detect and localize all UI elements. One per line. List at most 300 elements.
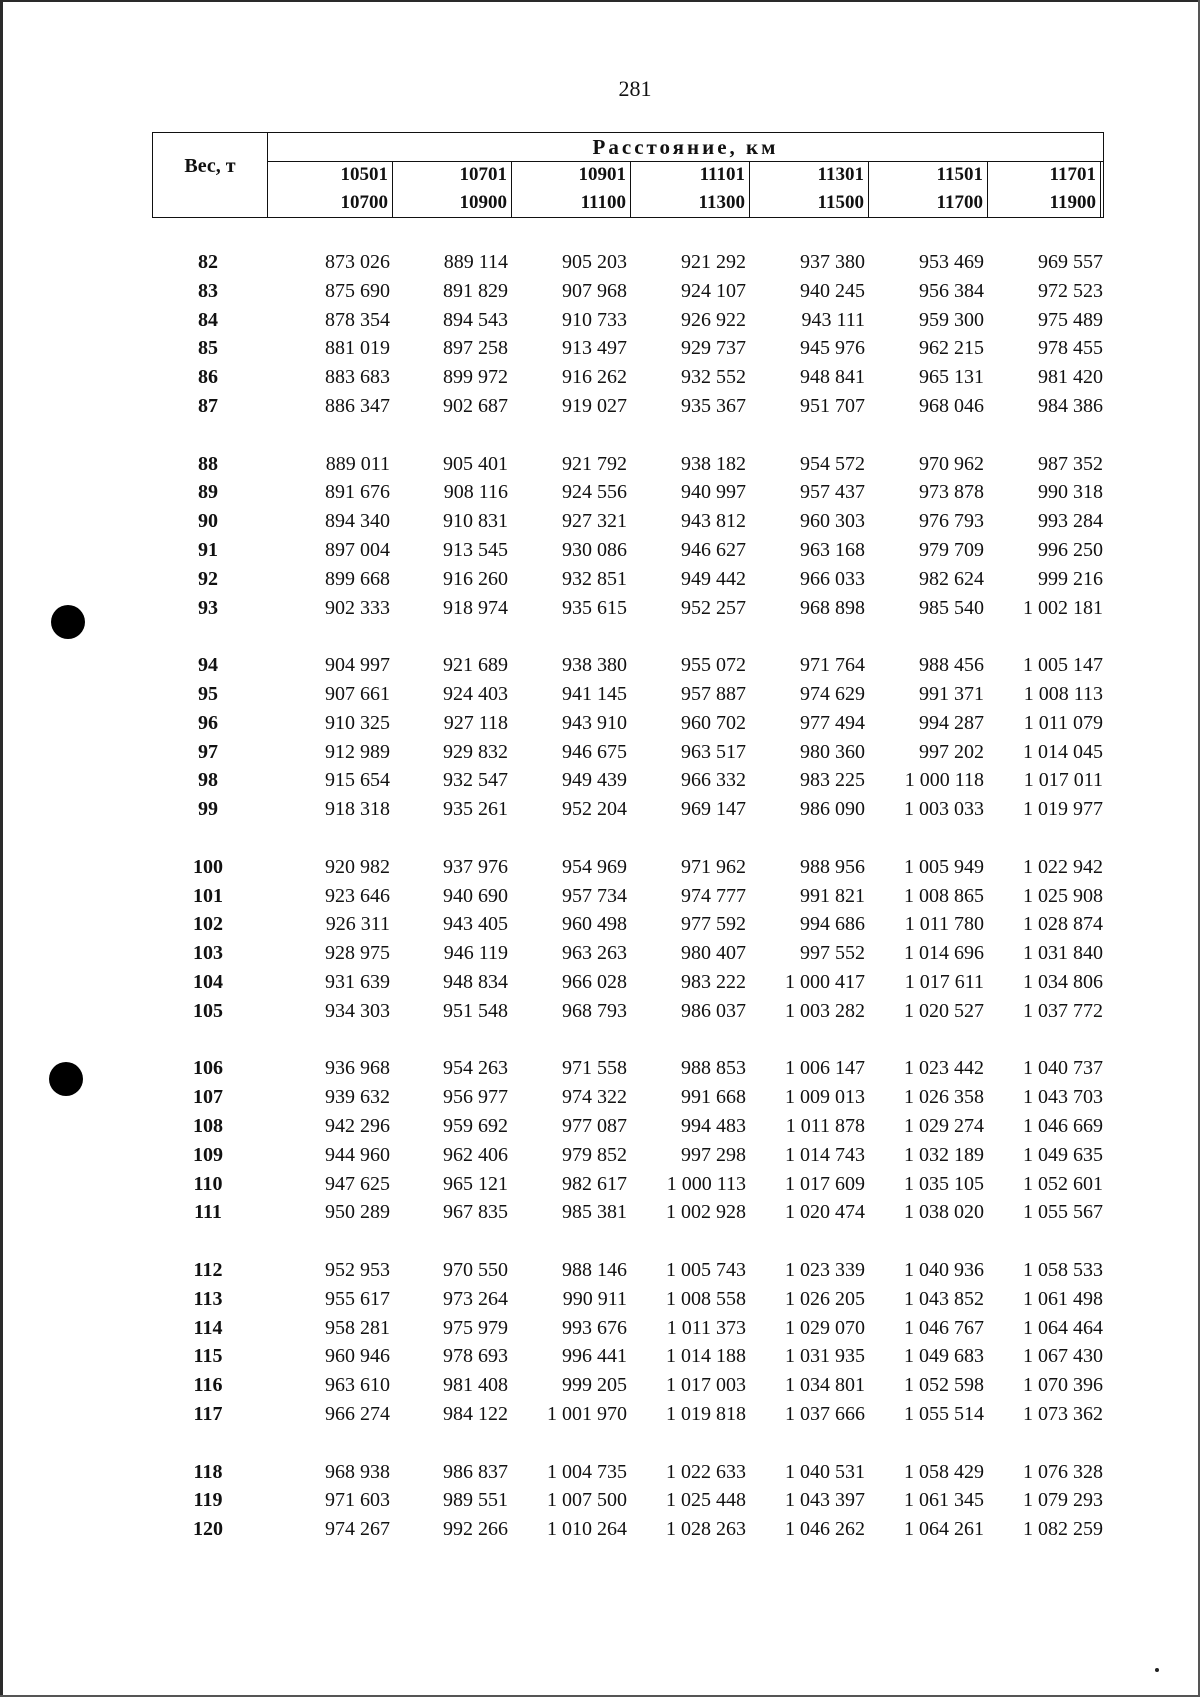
value-cell: 899 668	[325, 567, 390, 590]
value-cell: 1 082 259	[1023, 1518, 1103, 1541]
value-cell: 971 603	[325, 1489, 390, 1512]
value-cell: 968 793	[562, 999, 627, 1022]
range-from: 10501	[341, 161, 394, 189]
value-cell: 997 552	[800, 942, 865, 965]
value-cell: 873 026	[325, 251, 390, 273]
value-cell: 981 420	[1038, 366, 1103, 389]
value-cell: 1 002 928	[666, 1201, 746, 1224]
value-cell: 1 008 113	[1023, 683, 1103, 705]
value-cell: 994 287	[919, 711, 984, 734]
value-cell: 913 497	[562, 337, 627, 360]
table-row	[0, 1141, 1200, 1169]
value-cell: 1 049 635	[1023, 1143, 1103, 1166]
distance-range-header	[640, 161, 750, 217]
value-cell: 935 367	[681, 395, 746, 417]
value-cell: 960 498	[562, 913, 627, 936]
value-cell: 990 318	[1038, 481, 1103, 504]
value-cell: 1 025 908	[1023, 884, 1103, 907]
range-to: 11900	[1050, 189, 1101, 217]
value-cell: 905 401	[443, 452, 508, 475]
weight-cell: 89	[198, 481, 218, 504]
value-cell: 932 547	[443, 769, 508, 792]
value-cell: 973 264	[443, 1287, 508, 1310]
value-cell: 968 046	[919, 395, 984, 417]
value-cell: 960 702	[681, 711, 746, 734]
value-cell: 963 168	[800, 539, 865, 561]
value-cell: 904 997	[325, 654, 390, 677]
value-cell: 937 976	[443, 855, 508, 878]
distance-range-header	[759, 161, 869, 217]
value-cell: 921 689	[443, 654, 508, 677]
value-cell: 983 222	[681, 971, 746, 993]
value-cell: 948 834	[443, 971, 508, 993]
value-cell: 994 483	[681, 1115, 746, 1137]
value-cell: 997 298	[681, 1143, 746, 1166]
range-from: 11301	[818, 161, 869, 189]
value-cell: 975 489	[1038, 308, 1103, 331]
range-to: 11300	[699, 189, 750, 217]
weight-cell: 86	[198, 366, 218, 389]
value-cell: 934 303	[325, 999, 390, 1022]
value-cell: 943 111	[801, 308, 865, 331]
value-cell: 943 812	[681, 510, 746, 533]
value-cell: 1 011 780	[904, 913, 984, 936]
table-row	[0, 1170, 1200, 1198]
value-cell: 916 262	[562, 366, 627, 389]
value-cell: 1 049 683	[904, 1345, 984, 1368]
value-cell: 1 020 474	[785, 1201, 865, 1224]
value-cell: 1 019 818	[666, 1403, 746, 1425]
value-cell: 1 017 611	[904, 971, 984, 993]
weight-cell: 107	[193, 1086, 223, 1109]
value-cell: 949 442	[681, 567, 746, 590]
value-cell: 940 690	[443, 884, 508, 907]
value-cell: 940 997	[681, 481, 746, 504]
value-cell: 1 029 274	[904, 1115, 984, 1137]
value-cell: 902 687	[443, 395, 508, 417]
weight-cell: 109	[193, 1143, 223, 1166]
value-cell: 974 629	[800, 683, 865, 705]
weight-cell: 88	[198, 452, 218, 475]
weight-cell: 116	[193, 1374, 223, 1397]
value-cell: 897 004	[325, 539, 390, 561]
value-cell: 959 300	[919, 308, 984, 331]
value-cell: 1 067 430	[1023, 1345, 1103, 1368]
value-cell: 985 540	[919, 596, 984, 619]
distance-range-header	[402, 161, 512, 217]
value-cell: 935 615	[562, 596, 627, 619]
value-cell: 1 040 936	[904, 1259, 984, 1281]
table-row	[0, 1342, 1200, 1370]
value-cell: 1 037 772	[1023, 999, 1103, 1022]
value-cell: 973 878	[919, 481, 984, 504]
value-cell: 955 617	[325, 1287, 390, 1310]
value-cell: 1 017 011	[1023, 769, 1103, 792]
weight-cell: 106	[193, 1057, 223, 1080]
table-row	[0, 248, 1200, 276]
table-row	[0, 507, 1200, 535]
value-cell: 891 829	[443, 279, 508, 302]
value-cell: 965 121	[443, 1172, 508, 1195]
value-cell: 946 627	[681, 539, 746, 561]
value-cell: 908 116	[443, 481, 508, 504]
weight-cell: 103	[193, 942, 223, 965]
value-cell: 910 831	[443, 510, 508, 533]
weight-cell: 97	[198, 740, 218, 763]
weight-cell: 104	[193, 971, 223, 993]
value-cell: 927 321	[562, 510, 627, 533]
weight-cell: 94	[198, 654, 218, 677]
value-cell: 982 617	[562, 1172, 627, 1195]
value-cell: 991 821	[800, 884, 865, 907]
value-cell: 993 284	[1038, 510, 1103, 533]
value-cell: 946 675	[562, 740, 627, 763]
value-cell: 924 556	[562, 481, 627, 504]
distance-range-header	[878, 161, 988, 217]
value-cell: 989 551	[443, 1489, 508, 1512]
value-cell: 1 055 567	[1023, 1201, 1103, 1224]
value-cell: 984 122	[443, 1403, 508, 1425]
value-cell: 905 203	[562, 251, 627, 273]
value-cell: 1 079 293	[1023, 1489, 1103, 1512]
table-row	[0, 910, 1200, 938]
range-from: 11501	[937, 161, 988, 189]
value-cell: 977 087	[562, 1115, 627, 1137]
value-cell: 883 683	[325, 366, 390, 389]
table-row	[0, 1400, 1200, 1428]
scan-border-top	[0, 0, 1200, 2]
weight-cell: 112	[193, 1259, 223, 1281]
table-row	[0, 738, 1200, 766]
value-cell: 988 456	[919, 654, 984, 677]
table-row	[0, 1285, 1200, 1313]
value-cell: 913 545	[443, 539, 508, 561]
value-cell: 997 202	[919, 740, 984, 763]
weight-cell: 85	[198, 337, 218, 360]
value-cell: 954 969	[562, 855, 627, 878]
value-cell: 902 333	[325, 596, 390, 619]
table-row	[0, 450, 1200, 478]
value-cell: 889 011	[325, 452, 390, 475]
value-cell: 928 975	[325, 942, 390, 965]
weight-cell: 115	[193, 1345, 223, 1368]
value-cell: 916 260	[443, 567, 508, 590]
value-cell: 959 692	[443, 1115, 508, 1137]
table-row	[0, 1112, 1200, 1140]
table-row	[0, 766, 1200, 794]
value-cell: 962 215	[919, 337, 984, 360]
value-cell: 1 028 874	[1023, 913, 1103, 936]
value-cell: 924 403	[443, 683, 508, 705]
value-cell: 1 043 703	[1023, 1086, 1103, 1109]
value-cell: 1 022 942	[1023, 855, 1103, 878]
value-cell: 966 274	[325, 1403, 390, 1425]
table-row	[0, 968, 1200, 996]
value-cell: 931 639	[325, 971, 390, 993]
value-cell: 987 352	[1038, 452, 1103, 475]
value-cell: 958 281	[325, 1316, 390, 1339]
value-cell: 978 693	[443, 1345, 508, 1368]
value-cell: 1 010 264	[547, 1518, 627, 1541]
distance-title: Расстояние, км	[268, 133, 1103, 162]
value-cell: 1 052 601	[1023, 1172, 1103, 1195]
value-cell: 918 974	[443, 596, 508, 619]
value-cell: 957 437	[800, 481, 865, 504]
value-cell: 951 707	[800, 395, 865, 417]
value-cell: 1 038 020	[904, 1201, 984, 1224]
weight-cell: 114	[193, 1316, 223, 1339]
value-cell: 986 090	[800, 798, 865, 821]
weight-cell: 119	[193, 1489, 223, 1512]
value-cell: 945 976	[800, 337, 865, 360]
table-row	[0, 1054, 1200, 1082]
value-cell: 954 263	[443, 1057, 508, 1080]
range-to: 11500	[818, 189, 869, 217]
value-cell: 1 055 514	[904, 1403, 984, 1425]
value-cell: 963 263	[562, 942, 627, 965]
value-cell: 926 922	[681, 308, 746, 331]
value-cell: 1 061 498	[1023, 1287, 1103, 1310]
value-cell: 1 011 373	[666, 1316, 746, 1339]
value-cell: 923 646	[325, 884, 390, 907]
value-cell: 875 690	[325, 279, 390, 302]
value-cell: 1 023 442	[904, 1057, 984, 1080]
value-cell: 889 114	[443, 251, 508, 273]
value-cell: 952 204	[562, 798, 627, 821]
value-cell: 988 146	[562, 1259, 627, 1281]
table-row	[0, 1256, 1200, 1284]
value-cell: 881 019	[325, 337, 390, 360]
value-cell: 949 439	[562, 769, 627, 792]
scan-speck	[1155, 1668, 1159, 1672]
value-cell: 894 340	[325, 510, 390, 533]
value-cell: 1 017 003	[666, 1374, 746, 1397]
value-cell: 980 360	[800, 740, 865, 763]
value-cell: 983 225	[800, 769, 865, 792]
value-cell: 937 380	[800, 251, 865, 273]
weight-cell: 105	[193, 999, 223, 1022]
value-cell: 988 956	[800, 855, 865, 878]
value-cell: 963 517	[681, 740, 746, 763]
weight-cell: 98	[198, 769, 218, 792]
value-cell: 1 061 345	[904, 1489, 984, 1512]
value-cell: 980 407	[681, 942, 746, 965]
value-cell: 1 000 417	[785, 971, 865, 993]
weight-cell: 82	[198, 251, 218, 273]
value-cell: 943 910	[562, 711, 627, 734]
table-row	[0, 392, 1200, 420]
value-cell: 1 031 935	[785, 1345, 865, 1368]
value-cell: 907 968	[562, 279, 627, 302]
value-cell: 930 086	[562, 539, 627, 561]
value-cell: 878 354	[325, 308, 390, 331]
distance-range-header	[521, 161, 631, 217]
value-cell: 897 258	[443, 337, 508, 360]
value-cell: 891 676	[325, 481, 390, 504]
value-cell: 1 040 531	[785, 1460, 865, 1483]
value-cell: 957 734	[562, 884, 627, 907]
value-cell: 985 381	[562, 1201, 627, 1224]
value-cell: 1 011 079	[1023, 711, 1103, 734]
value-cell: 1 020 527	[904, 999, 984, 1022]
value-cell: 910 325	[325, 711, 390, 734]
value-cell: 968 938	[325, 1460, 390, 1483]
value-cell: 886 347	[325, 395, 390, 417]
value-cell: 1 014 188	[666, 1345, 746, 1368]
value-cell: 992 266	[443, 1518, 508, 1541]
value-cell: 1 043 852	[904, 1287, 984, 1310]
table-row	[0, 882, 1200, 910]
value-cell: 990 911	[562, 1287, 627, 1310]
value-cell: 1 009 013	[785, 1086, 865, 1109]
value-cell: 966 332	[681, 769, 746, 792]
value-cell: 948 841	[800, 366, 865, 389]
table-row	[0, 1486, 1200, 1514]
value-cell: 1 031 840	[1023, 942, 1103, 965]
value-cell: 921 292	[681, 251, 746, 273]
value-cell: 1 058 533	[1023, 1259, 1103, 1281]
value-cell: 940 245	[800, 279, 865, 302]
value-cell: 1 040 737	[1023, 1057, 1103, 1080]
value-cell: 1 019 977	[1023, 798, 1103, 821]
value-cell: 1 005 949	[904, 855, 984, 878]
weight-cell: 87	[198, 395, 218, 417]
value-cell: 982 624	[919, 567, 984, 590]
table-row	[0, 1515, 1200, 1543]
value-cell: 1 034 806	[1023, 971, 1103, 993]
value-cell: 991 668	[681, 1086, 746, 1109]
value-cell: 978 455	[1038, 337, 1103, 360]
table-row	[0, 709, 1200, 737]
weight-cell: 90	[198, 510, 218, 533]
value-cell: 971 962	[681, 855, 746, 878]
value-cell: 957 887	[681, 683, 746, 705]
value-cell: 969 147	[681, 798, 746, 821]
value-cell: 994 686	[800, 913, 865, 936]
weight-cell: 110	[193, 1172, 223, 1195]
weight-cell: 91	[198, 539, 218, 561]
weight-cell: 99	[198, 798, 218, 821]
table-row	[0, 853, 1200, 881]
value-cell: 943 405	[443, 913, 508, 936]
value-cell: 981 408	[443, 1374, 508, 1397]
value-cell: 1 014 743	[785, 1143, 865, 1166]
value-cell: 956 384	[919, 279, 984, 302]
value-cell: 979 709	[919, 539, 984, 561]
value-cell: 1 064 261	[904, 1518, 984, 1541]
weight-cell: 113	[193, 1287, 223, 1310]
value-cell: 952 257	[681, 596, 746, 619]
range-from: 10901	[579, 161, 632, 189]
value-cell: 941 145	[562, 683, 627, 705]
table-row	[0, 795, 1200, 823]
table-row	[0, 1371, 1200, 1399]
weight-cell: 96	[198, 711, 218, 734]
weight-cell: 95	[198, 683, 218, 705]
value-cell: 1 076 328	[1023, 1460, 1103, 1483]
weight-cell: 111	[194, 1201, 222, 1224]
value-cell: 974 267	[325, 1518, 390, 1541]
weight-cell: 93	[198, 596, 218, 619]
range-to: 11100	[581, 189, 631, 217]
value-cell: 1 003 282	[785, 999, 865, 1022]
value-cell: 976 793	[919, 510, 984, 533]
value-cell: 962 406	[443, 1143, 508, 1166]
value-cell: 919 027	[562, 395, 627, 417]
value-cell: 986 837	[443, 1460, 508, 1483]
value-cell: 1 002 181	[1023, 596, 1103, 619]
value-cell: 1 035 105	[904, 1172, 984, 1195]
distance-range-header	[283, 161, 393, 217]
value-cell: 1 046 262	[785, 1518, 865, 1541]
value-cell: 924 107	[681, 279, 746, 302]
value-cell: 966 033	[800, 567, 865, 590]
table-row	[0, 997, 1200, 1025]
value-cell: 974 777	[681, 884, 746, 907]
table-row	[0, 651, 1200, 679]
value-cell: 1 011 878	[785, 1115, 865, 1137]
table-row	[0, 1314, 1200, 1342]
value-cell: 984 386	[1038, 395, 1103, 417]
value-cell: 991 371	[919, 683, 984, 705]
value-cell: 974 322	[562, 1086, 627, 1109]
value-cell: 970 550	[443, 1259, 508, 1281]
value-cell: 993 676	[562, 1316, 627, 1339]
value-cell: 1 000 113	[666, 1172, 746, 1195]
weight-cell: 83	[198, 279, 218, 302]
value-cell: 936 968	[325, 1057, 390, 1080]
value-cell: 977 592	[681, 913, 746, 936]
value-cell: 1 008 558	[666, 1287, 746, 1310]
value-cell: 932 552	[681, 366, 746, 389]
weight-cell: 92	[198, 567, 218, 590]
value-cell: 966 028	[562, 971, 627, 993]
table-row	[0, 594, 1200, 622]
weight-cell: 84	[198, 308, 218, 331]
value-cell: 956 977	[443, 1086, 508, 1109]
value-cell: 926 311	[325, 913, 390, 936]
table-row	[0, 334, 1200, 362]
value-cell: 999 205	[562, 1374, 627, 1397]
range-from: 10701	[460, 161, 513, 189]
value-cell: 971 764	[800, 654, 865, 677]
value-cell: 1 006 147	[785, 1057, 865, 1080]
value-cell: 1 026 358	[904, 1086, 984, 1109]
weight-column-header: Вес, т	[184, 155, 236, 177]
value-cell: 1 026 205	[785, 1287, 865, 1310]
value-cell: 965 131	[919, 366, 984, 389]
weight-cell: 118	[193, 1460, 223, 1483]
value-cell: 929 832	[443, 740, 508, 763]
value-cell: 950 289	[325, 1201, 390, 1224]
value-cell: 910 733	[562, 308, 627, 331]
value-cell: 971 558	[562, 1057, 627, 1080]
value-cell: 929 737	[681, 337, 746, 360]
value-cell: 1 000 118	[904, 769, 984, 792]
value-cell: 939 632	[325, 1086, 390, 1109]
table-row	[0, 680, 1200, 708]
table-header	[152, 132, 1104, 218]
value-cell: 1 001 970	[547, 1403, 627, 1425]
value-cell: 1 046 669	[1023, 1115, 1103, 1137]
value-cell: 968 898	[800, 596, 865, 619]
weight-cell: 102	[193, 913, 223, 936]
table-row	[0, 1458, 1200, 1486]
range-to: 10700	[341, 189, 394, 217]
range-to: 10900	[460, 189, 513, 217]
table-row	[0, 277, 1200, 305]
table-row	[0, 478, 1200, 506]
